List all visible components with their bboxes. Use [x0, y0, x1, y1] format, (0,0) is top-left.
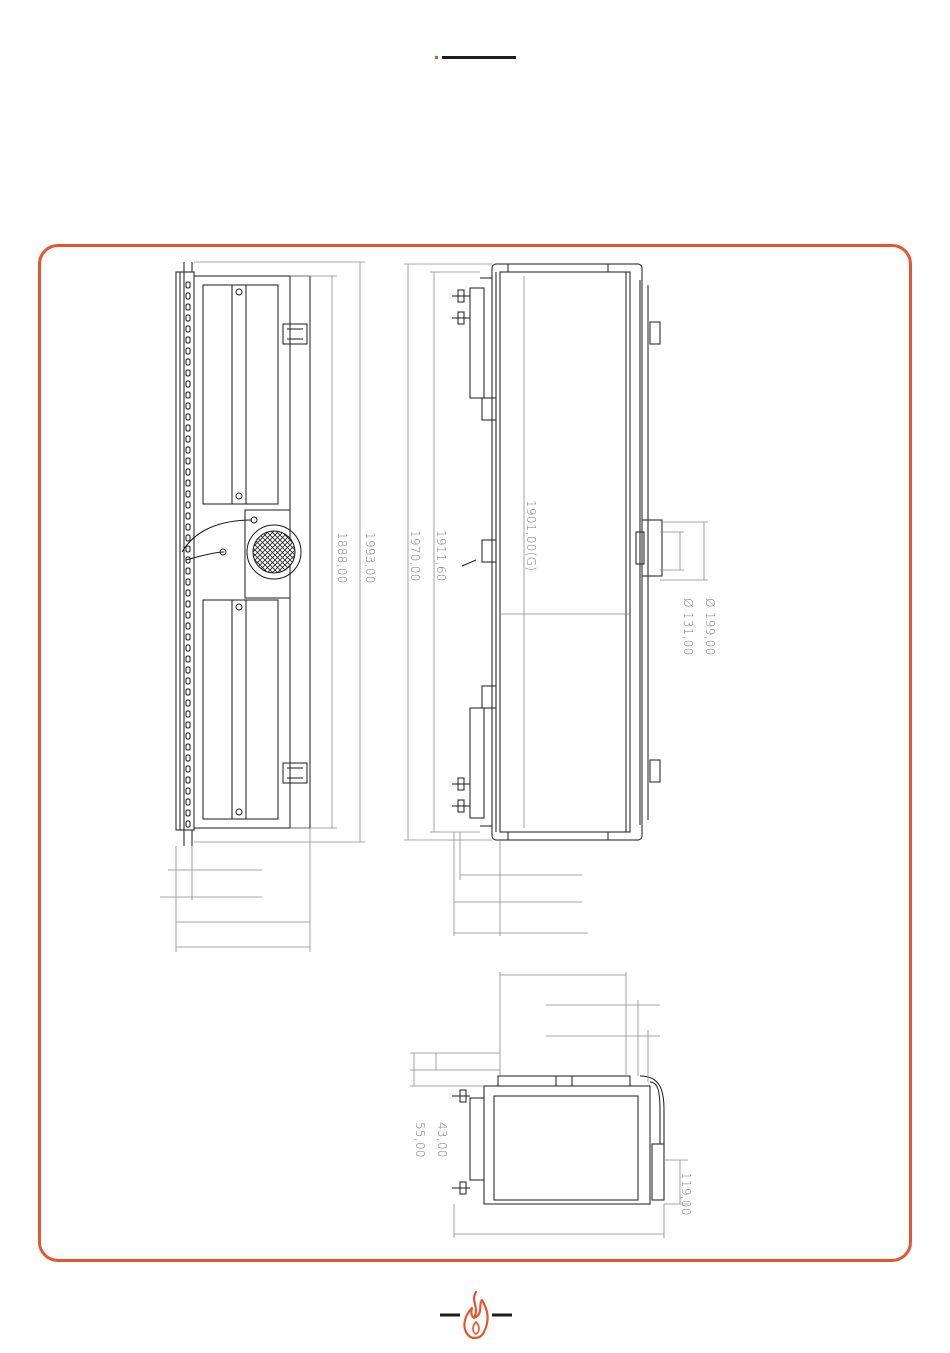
- side-dimension-lines: [404, 264, 708, 936]
- dim-side-flue-outer: Ø 199,00: [703, 598, 717, 656]
- strip-hole: [186, 722, 190, 728]
- strip-hole: [186, 392, 190, 398]
- strip-hole: [186, 799, 190, 805]
- top-dimension-lines: [410, 972, 688, 1238]
- strip-hole: [186, 326, 190, 332]
- strip-hole: [186, 623, 190, 629]
- strip-hole: [186, 788, 190, 794]
- top-view: [452, 1076, 664, 1204]
- strip-hole: [186, 414, 190, 420]
- dim-side-height-mid: 1911,60: [434, 530, 448, 582]
- side-view: [452, 264, 662, 840]
- strip-hole: [186, 667, 190, 673]
- strip-hole: [186, 359, 190, 365]
- strip-hole: [186, 524, 190, 530]
- strip-hole: [186, 645, 190, 651]
- strip-hole: [186, 348, 190, 354]
- strip-hole: [186, 700, 190, 706]
- strip-hole: [186, 755, 190, 761]
- strip-hole: [186, 491, 190, 497]
- strip-hole: [186, 568, 190, 574]
- strip-hole: [186, 810, 190, 816]
- strip-hole: [186, 733, 190, 739]
- strip-hole: [186, 436, 190, 442]
- dim-side-height-total: 1970,00: [408, 530, 422, 582]
- strip-hole: [186, 546, 190, 552]
- dim-top-d2: 55,00: [413, 1122, 427, 1158]
- strip-hole: [186, 293, 190, 299]
- strip-hole: [186, 337, 190, 343]
- front-strip-holes: [186, 282, 190, 827]
- strip-hole: [186, 304, 190, 310]
- strip-hole: [186, 458, 190, 464]
- front-view: [176, 262, 310, 846]
- strip-hole: [186, 601, 190, 607]
- strip-hole: [186, 535, 190, 541]
- dim-side-glass: 1901,00(G): [524, 500, 538, 572]
- strip-hole: [186, 480, 190, 486]
- strip-hole: [186, 821, 190, 827]
- strip-hole: [186, 656, 190, 662]
- strip-hole: [186, 447, 190, 453]
- strip-hole: [186, 381, 190, 387]
- strip-hole: [186, 590, 190, 596]
- strip-hole: [186, 678, 190, 684]
- strip-hole: [186, 612, 190, 618]
- dim-side-flue-inner: Ø 131,00: [681, 598, 695, 656]
- strip-hole: [186, 282, 190, 288]
- dim-front-height-inner: 1888,00: [335, 532, 349, 584]
- strip-hole: [186, 579, 190, 585]
- strip-hole: [186, 711, 190, 717]
- dim-top-d1: 43,00: [435, 1122, 449, 1158]
- strip-hole: [186, 315, 190, 321]
- strip-hole: [186, 370, 190, 376]
- dim-top-d3: 119,00: [679, 1172, 693, 1216]
- strip-hole: [186, 425, 190, 431]
- flame-icon: [440, 1286, 512, 1346]
- strip-hole: [186, 766, 190, 772]
- strip-hole: [186, 634, 190, 640]
- strip-hole: [186, 689, 190, 695]
- strip-hole: [186, 744, 190, 750]
- strip-hole: [186, 777, 190, 783]
- strip-hole: [186, 513, 190, 519]
- dim-front-height-outer: 1993,00: [363, 532, 377, 584]
- strip-hole: [186, 469, 190, 475]
- front-dimension-lines: [160, 262, 365, 952]
- strip-hole: [186, 403, 190, 409]
- strip-hole: [186, 502, 190, 508]
